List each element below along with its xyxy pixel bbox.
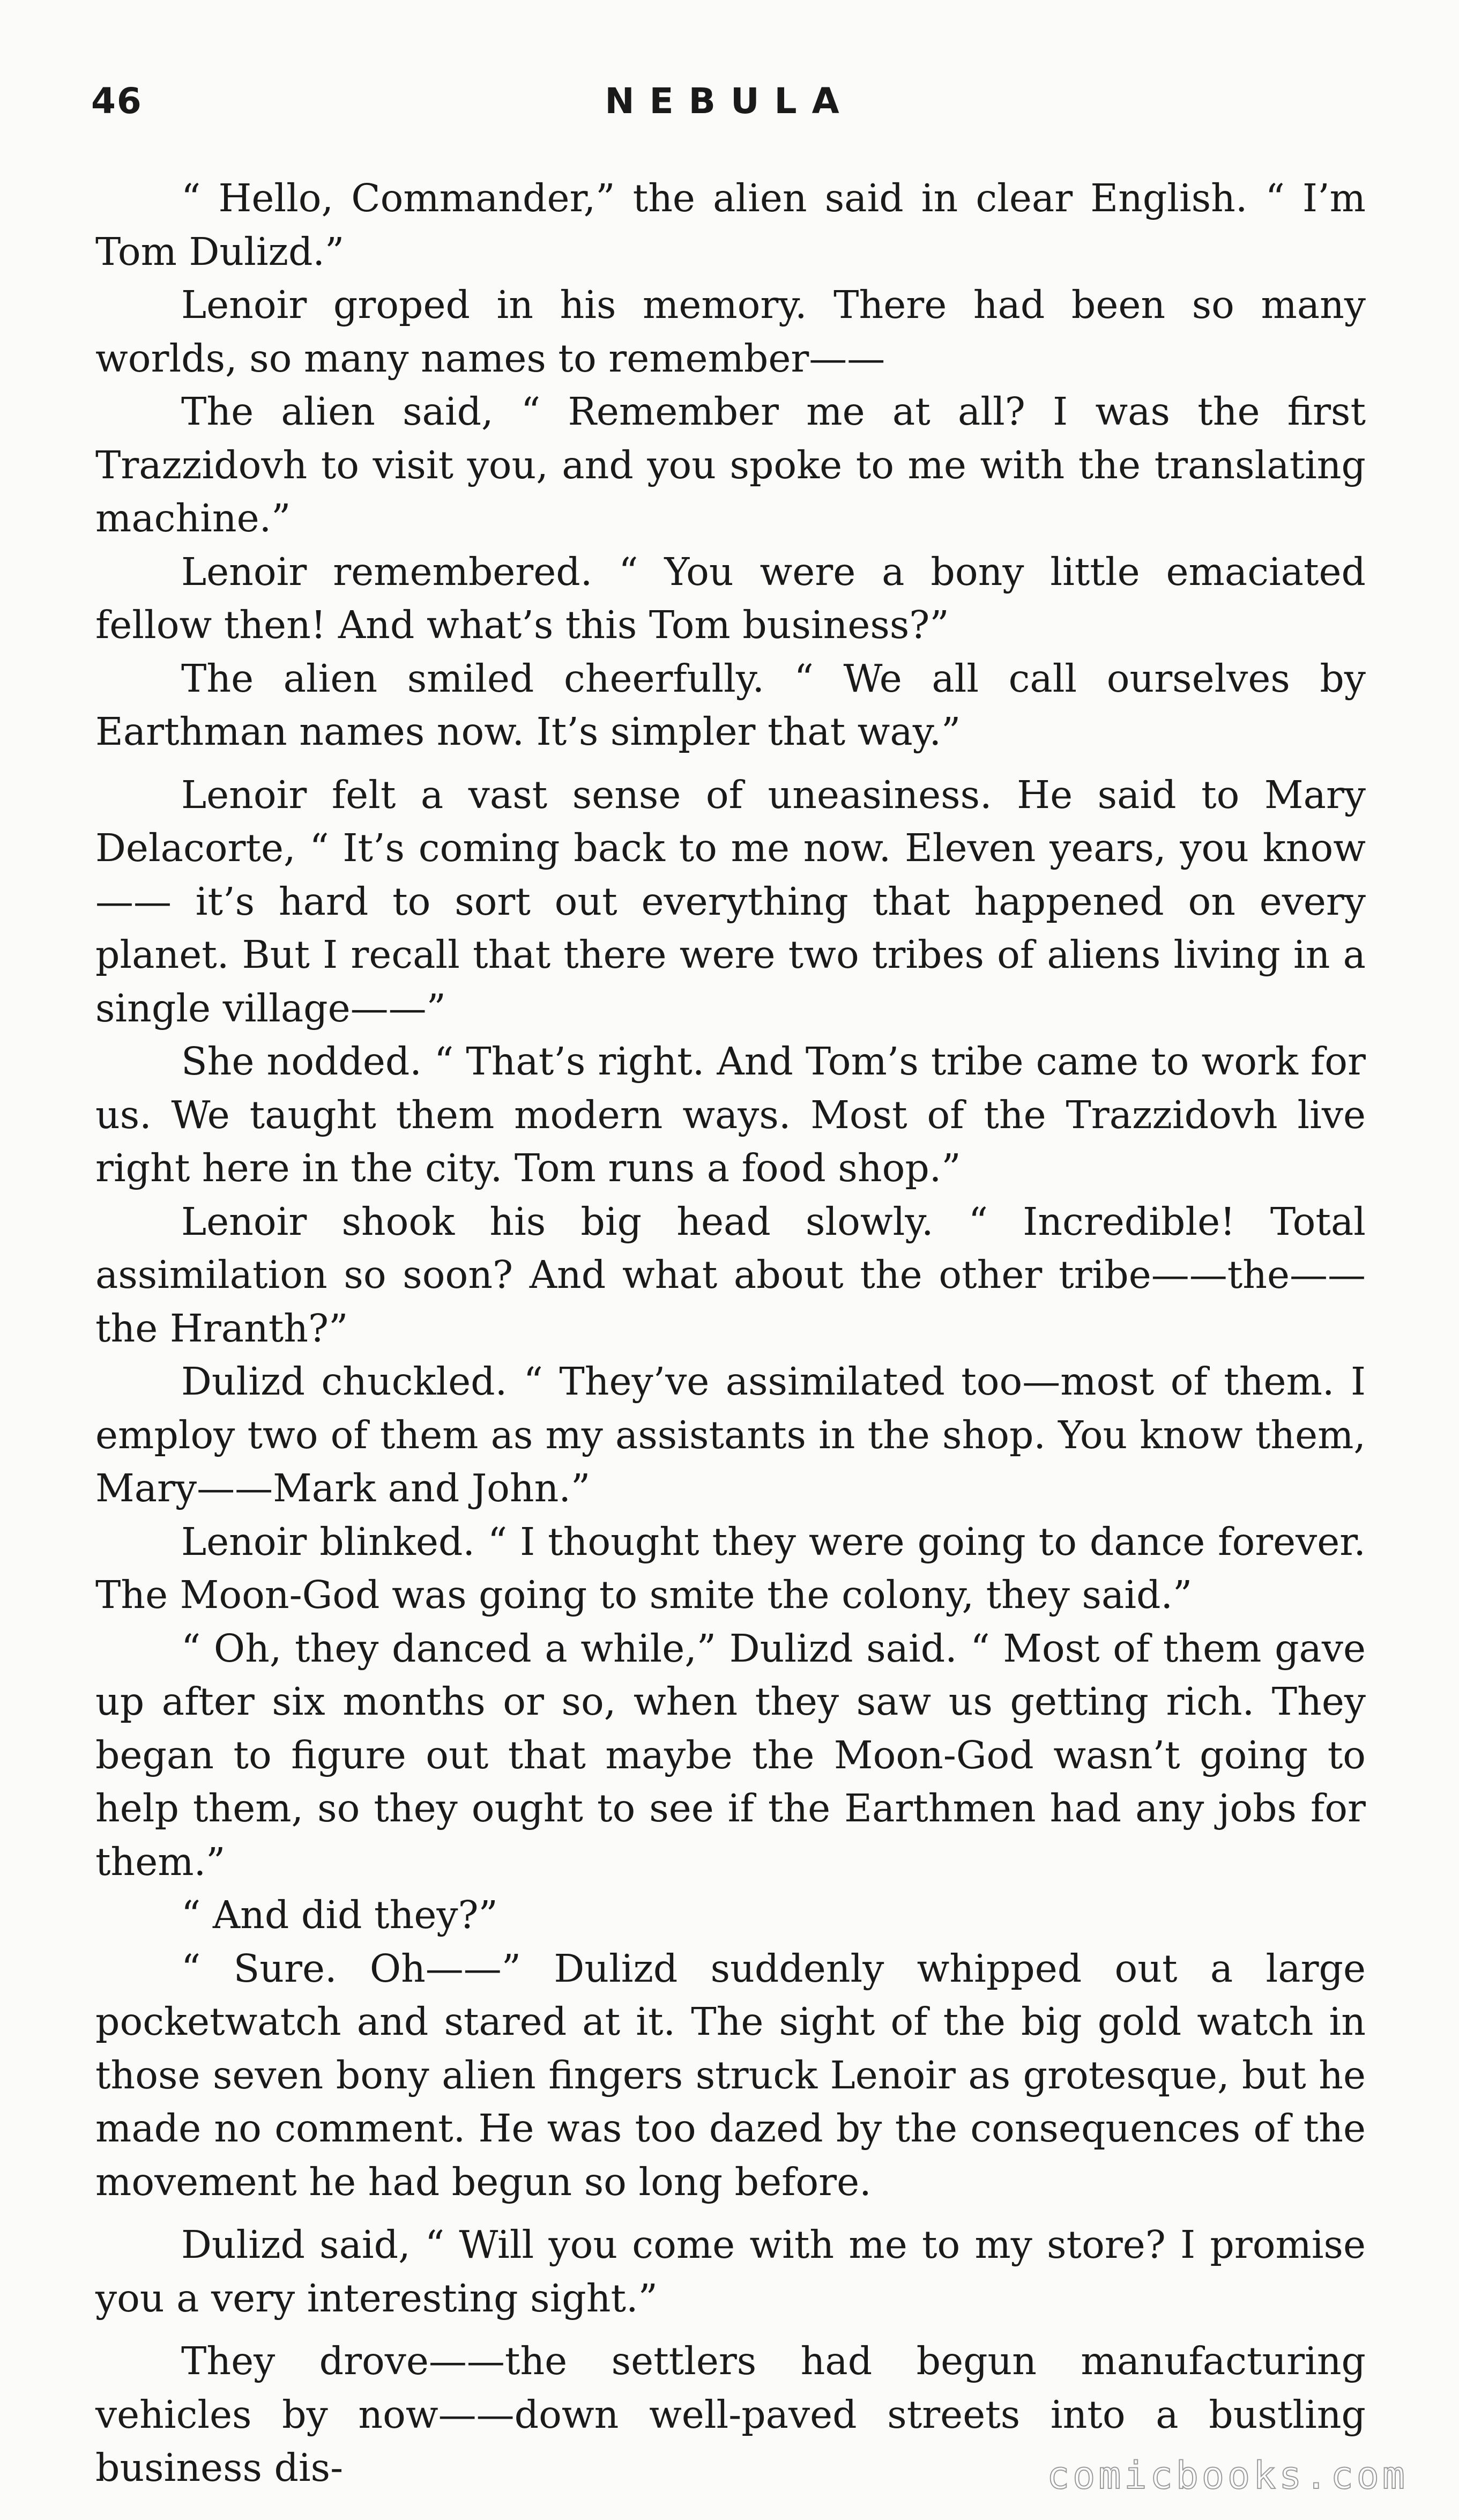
paragraph: Dulizd chuckled. “ They’ve assimilated too—most of them. I employ two of them as my assistants in the shop. You know them, Mary——Mark and John.”: [95, 1359, 1366, 1510]
paragraph: “ Oh, they danced a while,” Dulizd said. “ Most of them gave up after six months or so, when they saw us getting rich. They began to figure out that maybe the Moon-God wasn’t going to help them, so they ought to see if the Earthmen had any jobs for them.”: [95, 1626, 1366, 1884]
paragraph: “ And did they?”: [181, 1893, 498, 1937]
paragraph: The alien said, “ Remember me at all? I was the first Trazzidovh to visit you, and you spoke to me with the translating machine.”: [95, 389, 1366, 540]
paragraph: She nodded. “ That’s right. And Tom’s tribe came to work for us. We taught them modern ways. Most of the Trazzidovh live right here in the city. Tom runs a food shop.”: [95, 1039, 1366, 1190]
paragraph: The alien smiled cheerfully. “ We all call ourselves by Earthman names now. It’s simpler that way.”: [95, 656, 1366, 754]
running-head: NEBULA: [605, 80, 854, 122]
paragraph: Lenoir felt a vast sense of uneasiness. He said to Mary Delacorte, “ It’s coming back to me now. Eleven years, you know—— it’s hard to sort out everything that happened on every planet. But I recall that there were two tribes of aliens living in a single village——”: [95, 772, 1366, 1031]
page-header: [91, 80, 1368, 134]
paragraph: Lenoir blinked. “ I thought they were going to dance forever. The Moon-God was going to smite the colony, they said.”: [95, 1519, 1366, 1617]
body-text: [95, 172, 1366, 2495]
paragraph: Dulizd said, “ Will you come with me to my store? I promise you a very interesting sight.”: [95, 2222, 1366, 2321]
paragraph: Lenoir shook his big head slowly. “ Incredible! Total assimilation so soon? And what about the other tribe——the——the Hranth?”: [95, 1199, 1366, 1351]
paragraph: Lenoir remembered. “ You were a bony little emaciated fellow then! And what’s this Tom business?”: [95, 549, 1366, 647]
watermark-text: comicbooks.com: [1046, 2454, 1408, 2497]
paragraph: “ Sure. Oh——” Dulizd suddenly whipped out a large pocketwatch and stared at it. The sight of the big gold watch in those seven bony alien fingers struck Lenoir as grotesque, but he made no comment. He was too dazed by the consequences of the movement he had begun so long before.: [95, 1946, 1366, 2204]
page-number: 46: [91, 80, 143, 122]
paragraph: They drove——the settlers had begun manufacturing vehicles by now——down well-paved streets into a bustling business dis-: [95, 2339, 1366, 2490]
paragraph: “ Hello, Commander,” the alien said in clear English. “ I’m Tom Dulizd.”: [95, 176, 1366, 274]
paragraph: Lenoir groped in his memory. There had been so many worlds, so many names to remember——: [95, 283, 1366, 381]
